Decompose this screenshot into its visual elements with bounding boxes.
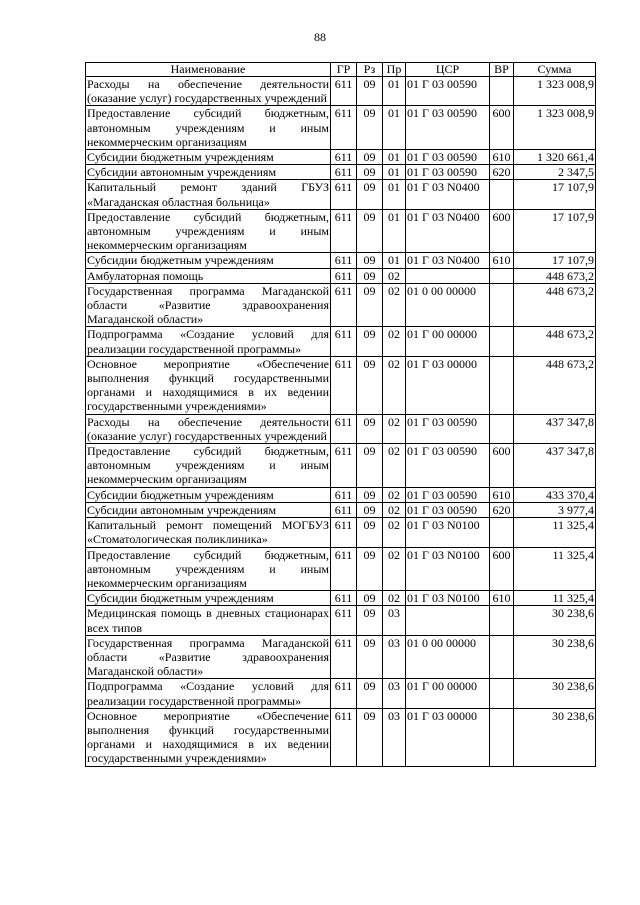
cell-gr: 611 (331, 356, 357, 414)
cell-sum: 1 323 008,9 (514, 77, 596, 106)
cell-name: Субсидии автономным учреждениям (86, 502, 331, 517)
cell-sum: 11 325,4 (514, 591, 596, 606)
cell-rz: 09 (357, 679, 383, 708)
cell-sum: 448 673,2 (514, 283, 596, 327)
cell-sum: 437 347,8 (514, 444, 596, 488)
cell-rz: 09 (357, 444, 383, 488)
cell-gr: 611 (331, 268, 357, 283)
cell-pr: 02 (383, 444, 406, 488)
cell-gr: 611 (331, 165, 357, 180)
cell-pr: 02 (383, 356, 406, 414)
table-row (86, 547, 596, 591)
cell-gr: 611 (331, 209, 357, 253)
cell-rz: 09 (357, 518, 383, 547)
cell-csr: 01 Г 03 00000 (406, 356, 490, 414)
table-row (86, 165, 596, 180)
cell-vr (490, 180, 514, 209)
header-csr: ЦСР (406, 63, 490, 77)
cell-gr: 611 (331, 547, 357, 591)
cell-gr: 611 (331, 518, 357, 547)
cell-vr: 610 (490, 150, 514, 165)
cell-pr: 03 (383, 708, 406, 766)
table-header-row (86, 63, 596, 77)
cell-rz: 09 (357, 487, 383, 502)
cell-pr: 02 (383, 327, 406, 356)
cell-pr: 02 (383, 283, 406, 327)
cell-vr (490, 635, 514, 679)
cell-rz: 09 (357, 283, 383, 327)
cell-csr: 01 Г 03 N0100 (406, 547, 490, 591)
cell-gr: 611 (331, 502, 357, 517)
cell-gr: 611 (331, 635, 357, 679)
cell-vr (490, 327, 514, 356)
cell-name: Медицинская помощь в дневных стационарах всех типов (87, 606, 329, 635)
cell-pr: 02 (383, 518, 406, 547)
cell-name: Основное мероприятие «Обеспечение выполнения функций государственными органами и находящимися в их ведении государственными учреждениями» (87, 708, 329, 766)
table-row (86, 591, 596, 606)
cell-name: Капитальный ремонт помещений МОГБУЗ «Стоматологическая поликлиника» (87, 518, 329, 547)
cell-csr: 01 0 00 00000 (406, 635, 490, 679)
cell-csr (406, 268, 490, 283)
cell-gr: 611 (331, 253, 357, 268)
cell-csr: 01 Г 00 00000 (406, 327, 490, 356)
cell-name: Предоставление субсидий бюджетным, автономным учреждениям и иным некоммерческим организациям (87, 547, 329, 590)
cell-gr: 611 (331, 77, 357, 106)
header-pr: Пр (383, 63, 406, 77)
cell-csr: 01 Г 03 00590 (406, 106, 490, 150)
cell-vr: 610 (490, 591, 514, 606)
cell-name: Субсидии бюджетным учреждениям (86, 591, 331, 606)
cell-csr: 01 Г 03 00000 (406, 708, 490, 766)
cell-gr: 611 (331, 327, 357, 356)
cell-sum: 433 370,4 (514, 487, 596, 502)
cell-name: Амбулаторная помощь (86, 268, 331, 283)
cell-gr: 611 (331, 591, 357, 606)
cell-csr: 01 Г 03 00590 (406, 77, 490, 106)
cell-rz: 09 (357, 502, 383, 517)
cell-pr: 02 (383, 268, 406, 283)
table-body (86, 77, 596, 767)
cell-gr: 611 (331, 150, 357, 165)
cell-pr: 02 (383, 591, 406, 606)
cell-name: Субсидии бюджетным учреждениям (86, 487, 331, 502)
cell-rz: 09 (357, 268, 383, 283)
cell-vr (490, 518, 514, 547)
cell-sum: 17 107,9 (514, 253, 596, 268)
cell-vr: 620 (490, 165, 514, 180)
table-row (86, 635, 596, 679)
cell-gr: 611 (331, 180, 357, 209)
cell-pr: 03 (383, 606, 406, 635)
cell-csr: 01 Г 03 00590 (406, 487, 490, 502)
table-row (86, 356, 596, 414)
cell-sum: 1 323 008,9 (514, 106, 596, 150)
cell-name: Подпрограмма «Создание условий для реализации государственной программы» (87, 327, 329, 356)
cell-sum: 30 238,6 (514, 606, 596, 635)
cell-name: Субсидии автономным учреждениям (86, 165, 331, 180)
cell-pr: 01 (383, 180, 406, 209)
cell-rz: 09 (357, 414, 383, 443)
cell-vr (490, 708, 514, 766)
table-row (86, 106, 596, 150)
header-vr: ВР (490, 63, 514, 77)
cell-name: Расходы на обеспечение деятельности (оказание услуг) государственных учреждений (87, 414, 329, 443)
table-row (86, 606, 596, 635)
cell-gr: 611 (331, 444, 357, 488)
table-row (86, 327, 596, 356)
cell-vr: 620 (490, 502, 514, 517)
cell-gr: 611 (331, 606, 357, 635)
cell-rz: 09 (357, 180, 383, 209)
cell-csr: 01 Г 03 N0400 (406, 180, 490, 209)
cell-pr: 01 (383, 106, 406, 150)
cell-sum: 448 673,2 (514, 268, 596, 283)
cell-vr: 600 (490, 547, 514, 591)
cell-vr (490, 77, 514, 106)
cell-pr: 01 (383, 165, 406, 180)
cell-rz: 09 (357, 356, 383, 414)
cell-sum: 11 325,4 (514, 547, 596, 591)
budget-table (85, 62, 596, 767)
cell-pr: 02 (383, 547, 406, 591)
table-row (86, 253, 596, 268)
table-row (86, 708, 596, 766)
table-row (86, 180, 596, 209)
cell-sum: 30 238,6 (514, 679, 596, 708)
table-row (86, 209, 596, 253)
cell-pr: 03 (383, 635, 406, 679)
cell-rz: 09 (357, 708, 383, 766)
cell-sum: 30 238,6 (514, 708, 596, 766)
cell-gr: 611 (331, 283, 357, 327)
cell-name: Предоставление субсидий бюджетным, автономным учреждениям и иным некоммерческим организациям (87, 209, 329, 253)
cell-csr: 01 Г 03 00590 (406, 150, 490, 165)
cell-rz: 09 (357, 591, 383, 606)
cell-rz: 09 (357, 635, 383, 679)
cell-pr: 01 (383, 150, 406, 165)
cell-sum: 1 320 661,4 (514, 150, 596, 165)
header-sum: Сумма (514, 63, 596, 77)
table-row (86, 414, 596, 443)
cell-vr (490, 606, 514, 635)
cell-pr: 02 (383, 414, 406, 443)
cell-pr: 01 (383, 253, 406, 268)
cell-rz: 09 (357, 150, 383, 165)
cell-sum: 448 673,2 (514, 356, 596, 414)
cell-rz: 09 (357, 253, 383, 268)
cell-sum: 30 238,6 (514, 635, 596, 679)
cell-csr: 01 Г 03 N0400 (406, 253, 490, 268)
cell-sum: 17 107,9 (514, 180, 596, 209)
cell-rz: 09 (357, 209, 383, 253)
cell-csr: 01 Г 03 00590 (406, 165, 490, 180)
cell-vr (490, 268, 514, 283)
table-row (86, 518, 596, 547)
cell-sum: 448 673,2 (514, 327, 596, 356)
cell-csr: 01 Г 03 00590 (406, 444, 490, 488)
cell-csr: 01 Г 03 00590 (406, 502, 490, 517)
cell-csr: 01 Г 03 N0100 (406, 518, 490, 547)
cell-csr: 01 0 00 00000 (406, 283, 490, 327)
cell-sum: 11 325,4 (514, 518, 596, 547)
table-row (86, 77, 596, 106)
cell-vr (490, 679, 514, 708)
cell-name: Капитальный ремонт зданий ГБУЗ «Магаданская областная больница» (87, 180, 329, 209)
cell-vr: 610 (490, 253, 514, 268)
cell-rz: 09 (357, 547, 383, 591)
cell-vr (490, 414, 514, 443)
cell-rz: 09 (357, 606, 383, 635)
cell-pr: 01 (383, 209, 406, 253)
cell-vr (490, 356, 514, 414)
page-number: 88 (314, 30, 326, 44)
header-rz: Рз (357, 63, 383, 77)
cell-pr: 02 (383, 502, 406, 517)
cell-rz: 09 (357, 165, 383, 180)
cell-sum: 2 347,5 (514, 165, 596, 180)
cell-sum: 3 977,4 (514, 502, 596, 517)
cell-pr: 02 (383, 487, 406, 502)
cell-csr: 01 Г 03 N0400 (406, 209, 490, 253)
table-row (86, 283, 596, 327)
cell-vr: 600 (490, 444, 514, 488)
cell-name: Предоставление субсидий бюджетным, автономным учреждениям и иным некоммерческим организациям (87, 444, 329, 487)
table-row (86, 487, 596, 502)
cell-rz: 09 (357, 77, 383, 106)
table-row (86, 268, 596, 283)
cell-csr (406, 606, 490, 635)
cell-vr (490, 283, 514, 327)
table-row (86, 502, 596, 517)
cell-vr: 610 (490, 487, 514, 502)
cell-sum: 437 347,8 (514, 414, 596, 443)
table-row (86, 679, 596, 708)
cell-name: Основное мероприятие «Обеспечение выполнения функций государственными органами и находящимися в их ведении государственными учреждениями» (87, 356, 329, 414)
cell-name: Расходы на обеспечение деятельности (оказание услуг) государственных учреждений (87, 77, 329, 106)
cell-name: Подпрограмма «Создание условий для реализации государственной программы» (87, 679, 329, 708)
header-name: Наименование (86, 63, 331, 77)
cell-pr: 03 (383, 679, 406, 708)
cell-csr: 01 Г 03 N0100 (406, 591, 490, 606)
cell-rz: 09 (357, 106, 383, 150)
cell-gr: 611 (331, 708, 357, 766)
cell-name: Государственная программа Магаданской области «Развитие здравоохранения Магаданской области» (87, 635, 329, 679)
cell-csr: 01 Г 03 00590 (406, 414, 490, 443)
cell-vr: 600 (490, 209, 514, 253)
cell-gr: 611 (331, 487, 357, 502)
cell-name: Предоставление субсидий бюджетным, автономным учреждениям и иным некоммерческим организациям (87, 106, 329, 149)
cell-csr: 01 Г 00 00000 (406, 679, 490, 708)
table-row (86, 444, 596, 488)
cell-gr: 611 (331, 106, 357, 150)
cell-rz: 09 (357, 327, 383, 356)
cell-name: Государственная программа Магаданской области «Развитие здравоохранения Магаданской области» (87, 283, 329, 327)
cell-pr: 01 (383, 77, 406, 106)
cell-name: Субсидии бюджетным учреждениям (86, 253, 331, 268)
cell-gr: 611 (331, 414, 357, 443)
cell-name: Субсидии бюджетным учреждениям (86, 150, 331, 165)
cell-sum: 17 107,9 (514, 209, 596, 253)
table-row (86, 150, 596, 165)
cell-vr: 600 (490, 106, 514, 150)
cell-gr: 611 (331, 679, 357, 708)
header-gr: ГР (331, 63, 357, 77)
